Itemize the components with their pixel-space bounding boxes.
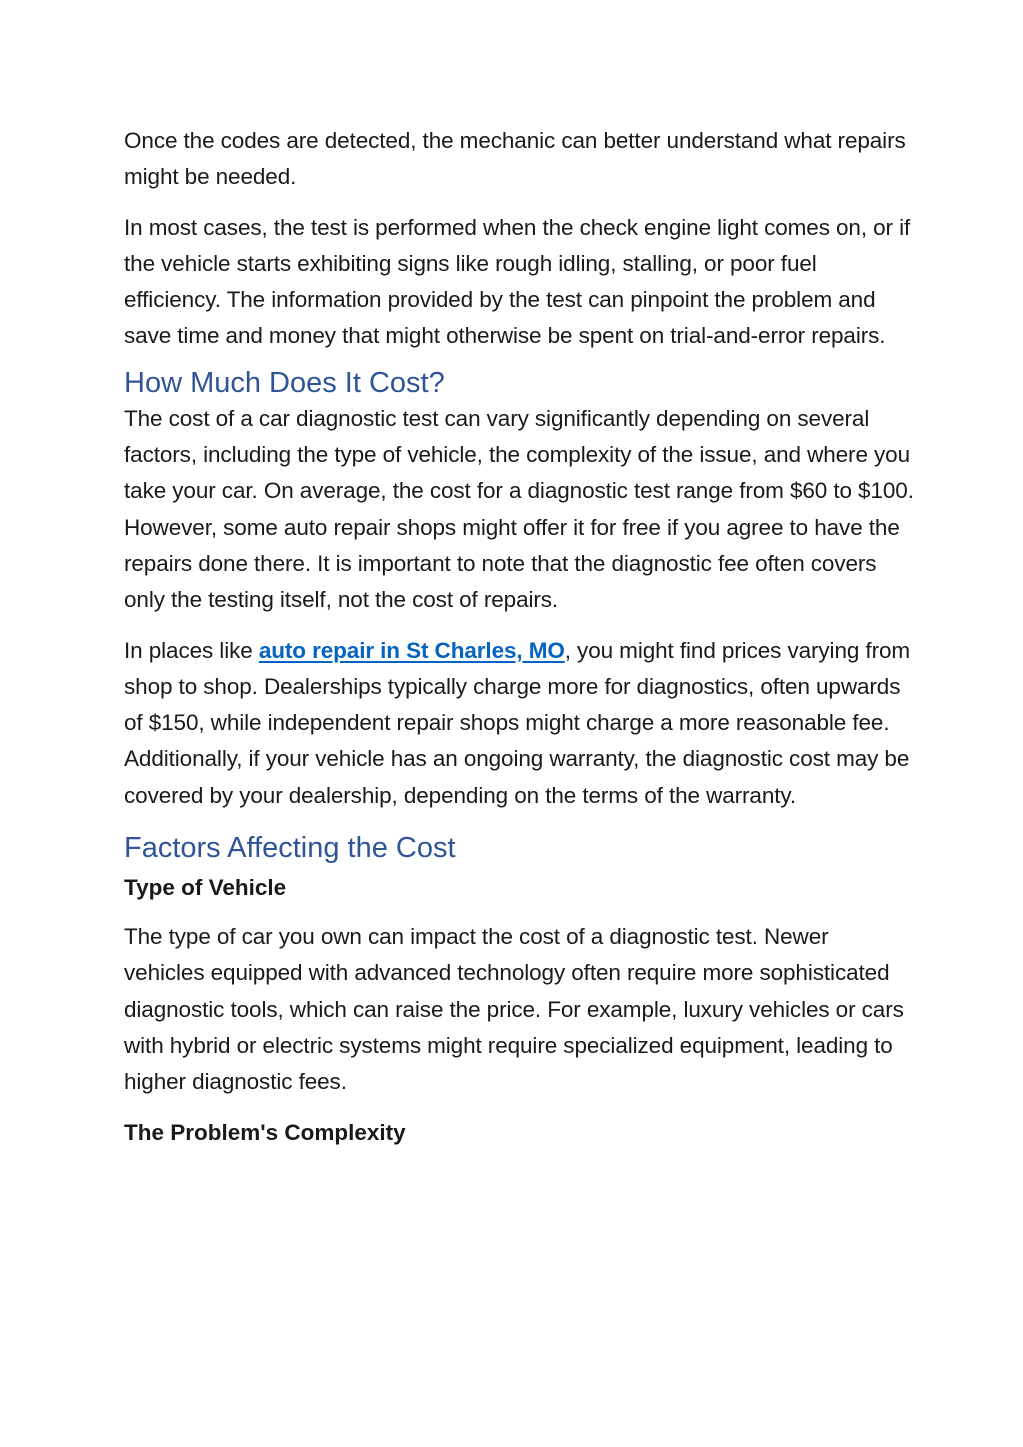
vehicle-type-paragraph: The type of car you own can impact the cost of a diagnostic test. Newer vehicles equipped with advanced technology often require more sophisticated diagnostic tools, which can raise the price. For example, luxury vehicles or cars with hybrid or electric systems might require specialized equipment, leading to higher diagnostic fees. [124,924,904,1095]
prices-paragraph [124,633,914,814]
cost-heading: How Much Does It Cost? [124,366,445,399]
document-page [124,123,914,1151]
cost-paragraph: The cost of a car diagnostic test can vary significantly depending on several factors, including the type of vehicle, the complexity of the issue, and where you take your car. On average, the cost for a diagnostic test range from $60 to $100. However, some auto repair shops might offer it for free if you agree to have the repairs done there. It is important to note that the diagnostic fee often covers only the testing itself, not the cost of repairs. [124,405,914,613]
check-engine-paragraph: In most cases, the test is performed when the check engine light comes on, or if the vehicle starts exhibiting signs like rough idling, stalling, or poor fuel efficiency. The information provided by the test can pinpoint the problem and save time and money that might otherwise be spent on trial-and-error repairs. [124,214,911,349]
prices-paragraph-prefix: In places like [124,637,259,663]
prices-paragraph-suffix: , you might find prices varying from shop to shop. Dealerships typically charge more for diagnostics, often upwards of $150, while independent repair shops might charge a more reasonable fee. Additionally, if your vehicle has an ongoing warranty, the diagnostic cost may be covered by your dealership, depending on the terms of the warranty. [124,637,911,808]
type-of-vehicle-subheading: Type of Vehicle [124,875,287,901]
factors-heading: Factors Affecting the Cost [124,832,456,865]
auto-repair-link[interactable]: auto repair in St Charles, MO [258,637,565,663]
complexity-subheading: The Problem's Complexity [124,1119,406,1145]
intro-paragraph: Once the codes are detected, the mechanic can better understand what repairs might be needed. [124,128,906,190]
